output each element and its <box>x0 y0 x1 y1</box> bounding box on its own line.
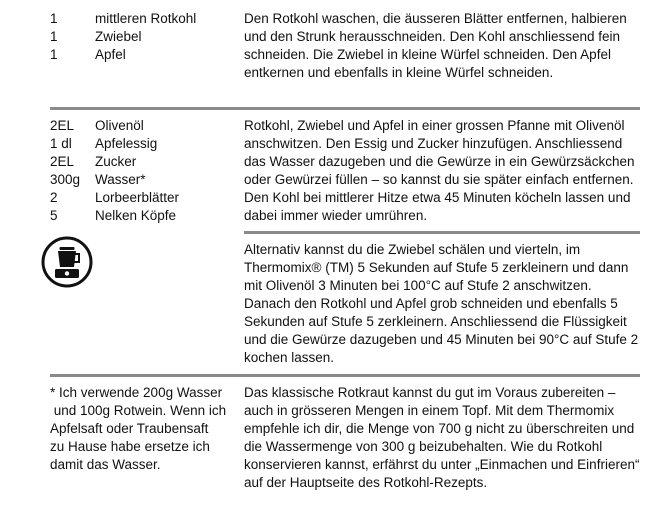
ingredient-qty: 300g <box>50 172 81 187</box>
footnote <box>50 384 240 474</box>
footnote-line: und 100g Rotwein. Wenn ich <box>50 403 227 418</box>
ingredient-name: Nelken Köpfe <box>95 208 177 223</box>
footnote-line: * Ich verwende 200g Wasser <box>50 385 223 400</box>
ingredient-qty: 1 <box>50 11 58 26</box>
thermomix-blender-icon <box>41 236 93 288</box>
instruction-step-2 <box>244 117 640 225</box>
footnote-line: Apfelsaft oder Traubensaft <box>50 421 209 436</box>
ingredient-list-1 <box>50 10 240 64</box>
ingredient-name: Lorbeerblätter <box>95 190 180 205</box>
ingredient-row <box>50 10 240 28</box>
ingredient-name: mittleren Rotkohl <box>95 11 197 26</box>
ingredient-row <box>50 171 240 189</box>
instruction-step-4 <box>244 384 640 492</box>
section-divider <box>50 107 640 110</box>
ingredient-row <box>50 28 240 46</box>
footnote-line: zu Hause habe ersetze ich <box>50 439 210 454</box>
footnote-line: damit das Wasser. <box>50 457 161 472</box>
ingredient-row <box>50 153 240 171</box>
ingredient-row <box>50 207 240 225</box>
ingredient-row <box>50 189 240 207</box>
ingredient-qty: 1 dl <box>50 136 72 151</box>
ingredient-name: Zucker <box>95 154 137 169</box>
ingredient-qty: 2 <box>50 190 58 205</box>
ingredient-qty: 2EL <box>50 154 75 169</box>
instruction-text: Alternativ kannst du die Zwiebel schälen und vierteln, im Thermomix® (TM) 5 Sekunden auf Stufe 5 zerkleinern und dann mit Olivenöl 3 Minuten bei 100°C auf Stufe 2 anschwitzen. Danach den Rotkohl und Apfel grob schneiden und ebenfalls 5 Sekunden auf Stufe 5 zerkleinern. Anschliessend die Flüssigkeit und die Gewürze dazugeben und 45 Minuten bei 90°C auf Stufe 2 kochen lassen. <box>244 242 639 365</box>
ingredient-qty: 1 <box>50 47 58 62</box>
ingredient-row <box>50 135 240 153</box>
ingredient-name: Apfelessig <box>95 136 158 151</box>
ingredient-qty: 1 <box>50 29 58 44</box>
section-divider <box>50 374 640 377</box>
ingredient-list-2 <box>50 117 240 225</box>
instruction-text: Den Rotkohl waschen, die äusseren Blätter entfernen, halbieren und den Strunk herausschneiden. Den Kohl anschliessend fein schneiden. Die Zwiebel in kleine Würfel schneiden. Den Apfel entkernen und ebenfalls in kleine Würfel schneiden. <box>244 11 627 80</box>
ingredient-name: Olivenöl <box>95 118 144 133</box>
instruction-step-1 <box>244 10 640 82</box>
ingredient-name: Zwiebel <box>95 29 142 44</box>
instruction-text: Das klassische Rotkraut kannst du gut im Voraus zubereiten – auch in grösseren Mengen in einem Topf. Mit dem Thermomix empfehle ich dir, die Menge von 700 g nicht zu überschreiten und die Wassermenge von 300 g beizubehalten. Wie du Rotkohl konservieren kannst, erfährst du unter „Einmachen und Einfrieren“ auf der Hauptseite des Rotkohl-Rezepts. <box>244 385 640 490</box>
instruction-step-3 <box>244 241 640 367</box>
ingredient-name: Apfel <box>95 47 126 62</box>
ingredient-qty: 2EL <box>50 118 75 133</box>
ingredient-row <box>50 117 240 135</box>
ingredient-row <box>50 46 240 64</box>
ingredient-name: Wasser* <box>95 172 146 187</box>
ingredient-qty: 5 <box>50 208 58 223</box>
section-divider <box>244 231 640 234</box>
instruction-text: Rotkohl, Zwiebel und Apfel in einer grossen Pfanne mit Olivenöl anschwitzen. Den Essig und Zucker hinzufügen. Anschliessend das Wasser dazugeben und die Gewürze in ein Gewürzsäckchen oder Gewürzei füllen – so kannst du sie später einfach entfernen. Den Kohl bei mittlerer Hitze etwa 45 Minuten köcheln lassen und dabei immer wieder umrühren. <box>244 118 635 223</box>
